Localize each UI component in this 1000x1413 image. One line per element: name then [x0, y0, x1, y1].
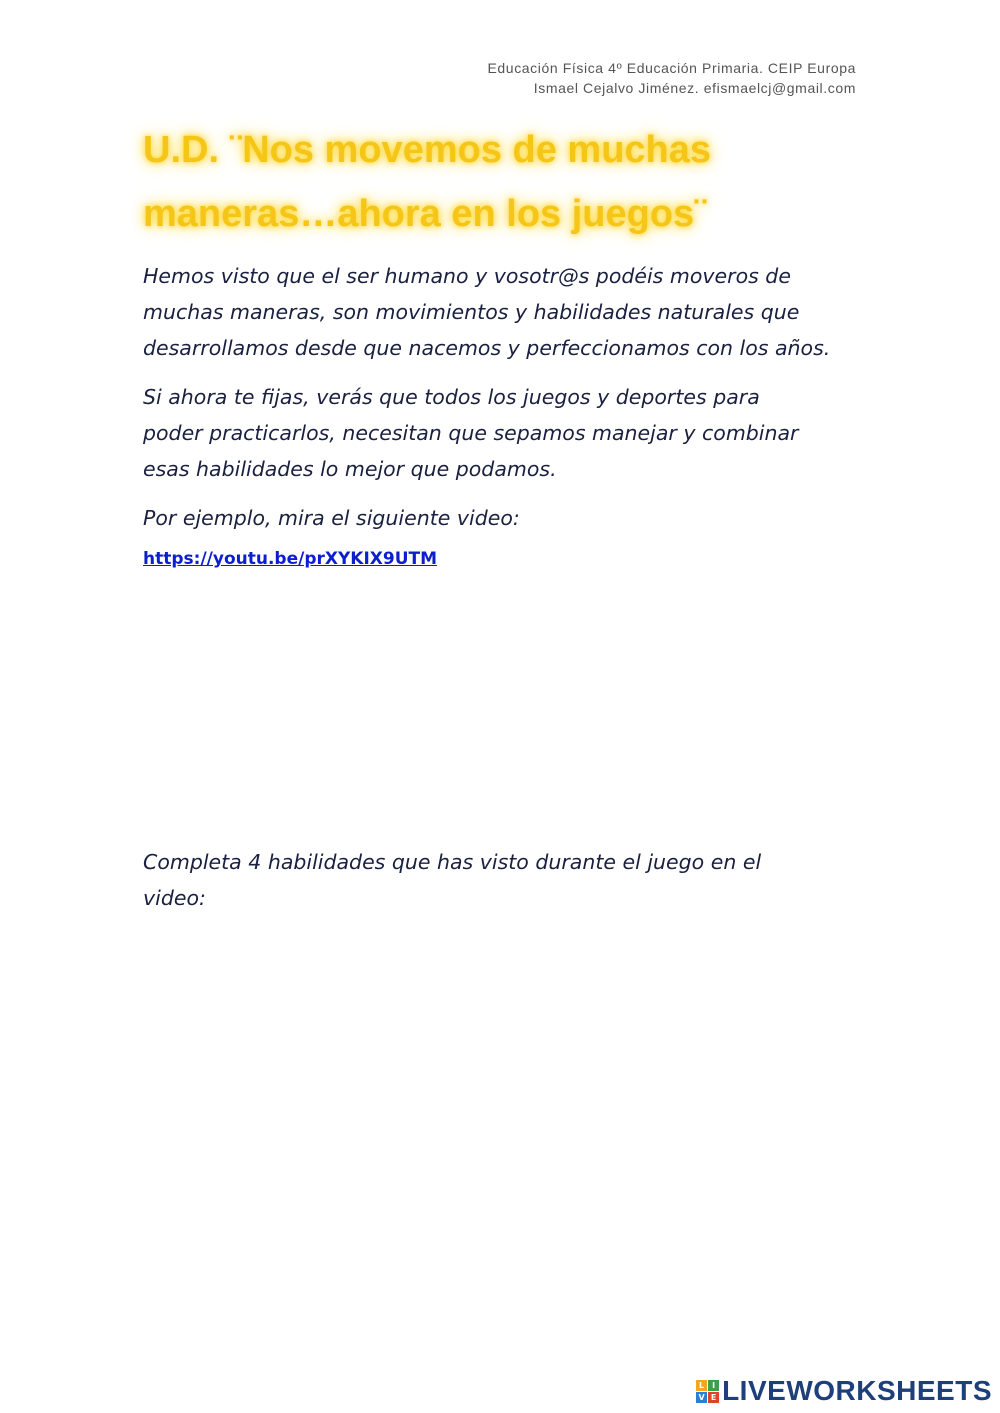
paragraph-line: esas habilidades lo mejor que podamos.	[143, 457, 557, 481]
intro-paragraph	[143, 258, 873, 366]
paragraph-line: Por ejemplo, mira el siguiente video:	[143, 506, 520, 530]
paragraph-line: video:	[143, 886, 206, 910]
paragraph-line: poder practicarlos, necesitan que sepamos manejar y combinar	[143, 421, 799, 445]
worksheet-title	[143, 118, 903, 246]
paragraph-line: Si ahora te fijas, verás que todos los juegos y deportes para	[143, 385, 760, 409]
liveworksheets-logo	[696, 1375, 992, 1407]
logo-badge-letter: I	[708, 1380, 719, 1391]
paragraph-line: Hemos visto que el ser humano y vosotr@s podéis moveros de	[143, 264, 791, 288]
paragraph-line: muchas maneras, son movimientos y habilidades naturales que	[143, 300, 800, 324]
logo-badge-letter: V	[696, 1392, 707, 1403]
document-header	[487, 58, 856, 98]
header-course-line: Educación Física 4º Educación Primaria. CEIP Europa	[487, 60, 856, 76]
example-paragraph	[143, 500, 873, 536]
title-line-1: U.D. ¨Nos movemos de muchas	[143, 129, 712, 171]
logo-badge-letter: L	[696, 1380, 707, 1391]
logo-wordmark: LIVEWORKSHEETS	[722, 1375, 992, 1406]
paragraph-line: Completa 4 habilidades que has visto durante el juego en el	[143, 850, 762, 874]
header-author-line: Ismael Cejalvo Jiménez. efismaelcj@gmail.com	[533, 80, 856, 96]
games-paragraph	[143, 379, 873, 487]
logo-badge-letter: E	[708, 1392, 719, 1403]
task-instruction	[143, 844, 873, 916]
title-line-2: maneras…ahora en los juegos¨	[143, 193, 707, 235]
logo-badge-icon	[696, 1380, 719, 1403]
paragraph-line: desarrollamos desde que nacemos y perfeccionamos con los años.	[143, 336, 831, 360]
video-link[interactable]: https://youtu.be/prXYKIX9UTM	[143, 549, 438, 569]
